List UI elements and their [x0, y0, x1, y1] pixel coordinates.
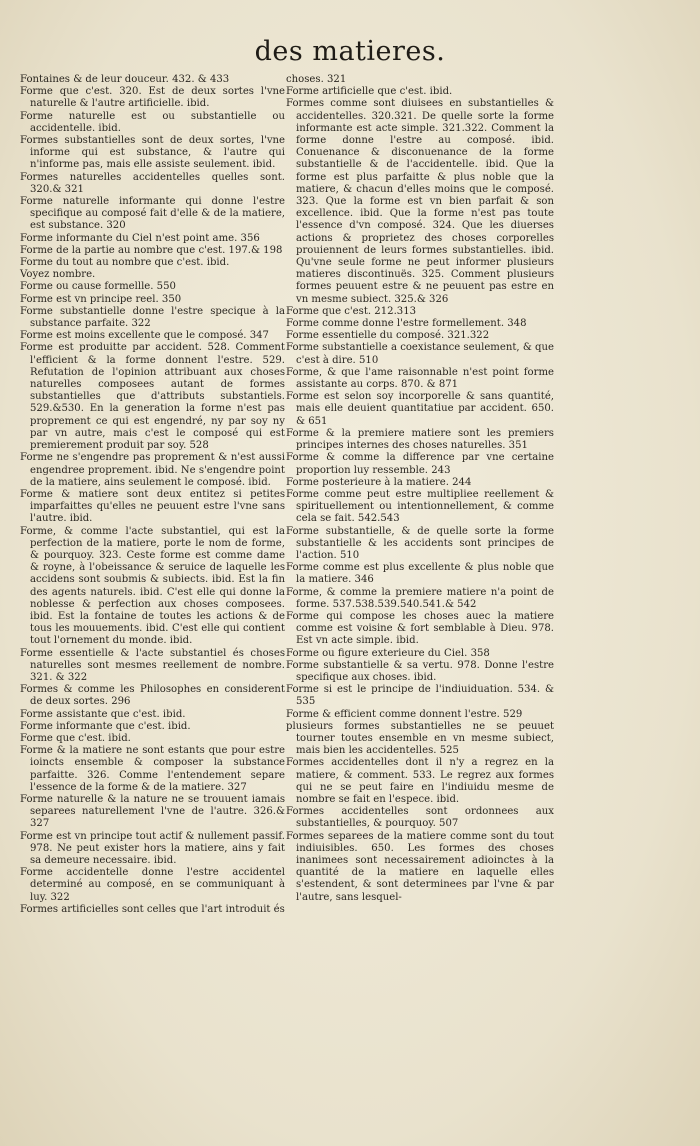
index-entry: Voyez nombre.: [20, 269, 96, 281]
index-entry: Forme est moins excellente que le composé. 347: [20, 330, 269, 342]
index-entry: Forme est vn principe reel. 350: [20, 293, 182, 305]
index-entry: Forme est selon soy incorporelle & sans quantité, mais elle deuient quantitatiue par accident. 650. & 651: [286, 391, 554, 427]
index-entry: Forme qui compose les choses auec la matiere comme est voisine & fort semblable à Dieu. 978. Est vn acte simple. ibid.: [286, 610, 554, 647]
index-entry: Formes artificielles sont celles que l'art introduit és: [20, 903, 285, 915]
index-entry: Forme & comme la difference par vne certaine proportion luy ressemble. 243: [286, 452, 554, 476]
index-entry: Forme substantielle & sa vertu. 978. Donne l'estre specifique aux choses. ibid.: [286, 659, 554, 683]
index-entry: Forme, & que l'ame raisonnable n'est point forme assistante au corps. 870. & 871: [286, 366, 554, 391]
index-entry: Forme, & comme la premiere matiere n'a point de forme. 537.538.539.540.541.& 542: [286, 586, 554, 610]
index-entry: Formes & comme les Philosophes en considerent de deux sortes. 296: [20, 684, 285, 708]
index-entry: Forme substantielle, & de quelle sorte la forme substantielle & les accidents sont principes de l'action. 510: [286, 525, 554, 561]
index-entry: Forme si est le principe de l'indiuiduation. 534. & 535: [286, 684, 554, 708]
index-entry: Fontaines & de leur douceur. 432. & 433: [20, 74, 230, 85]
index-entry: Forme ou figure exterieure du Ciel. 358: [286, 647, 490, 659]
index-entry: Forme naturelle informante qui donne l'estre specifique au composé fait d'elle & de la matiere, est substance. 320: [20, 196, 285, 232]
index-entry: Forme essentielle & l'acte substantiel és choses naturelles sont mesmes reellement de nombre. 321. & 322: [20, 647, 285, 683]
index-entry: Forme substantielle donne l'estre specique à la substance parfaite. 322: [20, 305, 285, 330]
index-entry: Formes separees de la matiere comme sont du tout indiuisibles. 650. Les formes des choses inanimees sont necessairement adioinctes à la quantité de la matiere en laquelle elles s'estendent, & sont determinees par l'vne & par l'autre, sans lesquel-: [286, 830, 554, 903]
index-entry: Forme & la premiere matiere sont les premiers principes internes des choses naturelles. 351: [286, 427, 554, 452]
index-entry: Forme comme peut estre multipliee reellement & spirituellement ou intentionnellement, & comme cela se fait. 542.543: [286, 488, 554, 525]
index-entry: Forme naturelle est ou substantielle ou accidentelle. ibid.: [20, 110, 285, 134]
index-entry: choses. 321: [286, 74, 347, 85]
index-entry: Forme artificielle que c'est. ibid.: [286, 86, 453, 98]
index-entry: Forme substantielle a coexistance seulement, & que c'est à dire. 510: [286, 342, 554, 366]
index-entry: Forme & matiere sont deux entitez si petites imparfaittes qu'elles ne peuuent estre l'vne sans l'autre. ibid.: [20, 488, 285, 525]
index-entry: Formes accidentelles sont ordonnees aux substantielles, & pourquoy. 507: [286, 806, 554, 830]
index-entry: Forme est produitte par accident. 528. Comment l'efficient & la forme donnent l'estre. 529. Refutation de l'opinion attribuant aux choses naturelles composees autant de formes substantielles que d'attributs substantiels. 529.&530. En la generation la forme n'est pas proprement ce qui est engendré, ny par soy ny par vn autre, mais c'est le composé qui est premierement produit par soy. 528: [20, 342, 285, 452]
index-entry: Formes accidentelles dont il n'y a regrez en la matiere, & comment. 533. Le regrez aux formes qui ne se peut faire en l'indiuidu mesme de nombre se fait en l'espece. ibid.: [286, 757, 554, 805]
index-entry: Formes substantielles sont de deux sortes, l'vne informe qui est substance, & l'autre qui n'informe pas, mais elle assiste seulement. ibid.: [20, 135, 285, 171]
index-entry: Forme informante du Ciel n'est point ame. 356: [20, 232, 260, 244]
index-entry: Forme posterieure à la matiere. 244: [286, 476, 472, 488]
index-entry: Forme ou cause formellle. 550: [20, 281, 176, 293]
index-column-left: [20, 74, 285, 916]
index-entry: Forme accidentelle donne l'estre accidentel determiné au composé, en se communiquant à luy. 322: [20, 867, 285, 903]
index-entry: Forme naturelle & la nature ne se trouuent iamais separees naturellement l'vne de l'autre. 326.& 327: [20, 793, 285, 830]
index-entry: Formes naturelles accidentelles quelles sont. 320.& 321: [20, 171, 285, 195]
index-entry: Forme que c'est. ibid.: [20, 732, 131, 744]
index-entry: Forme que c'est. 212.313: [286, 305, 417, 317]
index-entry: Forme assistante que c'est. ibid.: [20, 708, 186, 720]
index-entry: Forme ne s'engendre pas proprement & n'est aussi engendree proprement. ibid. Ne s'engendre point de la matiere, ains seulement le composé. ibid.: [20, 452, 285, 488]
index-entry: Forme comme donne l'estre formellement. 348: [286, 318, 527, 330]
index-entry: Forme comme est plus excellente & plus noble que la matiere. 346: [286, 562, 554, 586]
index-entry: Forme est vn principe tout actif & nullement passif. 978. Ne peut exister hors la matiere, ains y fait sa demeure necessaire. ibid.: [20, 830, 285, 866]
index-entry: Formes comme sont diuisees en substantielles & accidentelles. 320.321. De quelle sorte la forme informante est acte simple. 321.322. Comment la forme donne l'estre au composé. ibid. Conuenance & disconuenance de la forme substantielle & de l'accidentelle. ibid. Que la forme est plus parfaitte & plus noble que la matiere, & chacun d'elles moins que le composé. 323. Que la forme est vn bien parfait & son excellence. ibid. Que la forme n'est pas toute l'essence d'vn composé. 324. Que les diuerses actions & proprietez des choses corporelles prouiennent de leurs formes substantielles. ibid. Qu'vne seule forme ne peut informer plusieurs matieres discontinuës. 325. Comment plusieurs formes peuuent estre & ne peuuent pas estre en vn mesme subiect. 325.& 326: [286, 98, 554, 305]
index-entry: Forme & efficient comme donnent l'estre. 529: [286, 708, 523, 720]
running-head: des matieres.: [254, 36, 446, 67]
index-entry: Forme essentielle du composé. 321.322: [286, 330, 490, 342]
index-entry: plusieurs formes substantielles ne se peuuet tourner toutes ensemble en vn mesme subiect, mais bien les accidentelles. 525: [286, 720, 554, 757]
index-entry: Forme de la partie au nombre que c'est. 197.& 198: [20, 244, 283, 256]
index-entry: Forme & la matiere ne sont estants que pour estre ioincts ensemble & composer la substance parfaitte. 326. Comme l'entendement separe l'essence de la forme & de la matiere. 327: [20, 745, 285, 793]
index-entry: Forme, & comme l'acte substantiel, qui est la perfection de la matiere, porte le nom de forme, & pourquoy. 323. Ceste forme est comme dame & royne, à l'obeissance & seruice de laquelle les accidens sont soubmis & subiects. ibid. Est la fin des agents naturels. ibid. C'est elle qui donne la noblesse & perfection aux choses composees. ibid. Est la fontaine de toutes les actions & de tous les mouuements. ibid. C'est elle qui contient tout l'ornement du monde. ibid.: [20, 525, 285, 647]
index-column-right: [286, 74, 554, 904]
index-entry: Forme du tout au nombre que c'est. ibid.: [20, 257, 230, 269]
index-entry: Forme que c'est. 320. Est de deux sortes l'vne naturelle & l'autre artificielle. ibid.: [20, 86, 285, 110]
index-entry: Forme informante que c'est. ibid.: [20, 720, 191, 732]
